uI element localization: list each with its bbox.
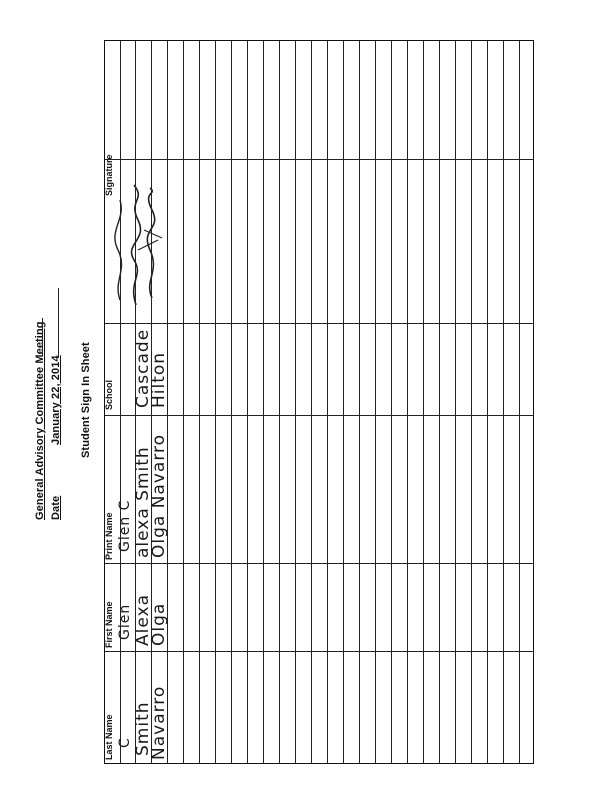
column-header-signature: Signature [104, 154, 114, 196]
row1-signature-scribble [115, 200, 122, 300]
row2-school: Cascade [133, 328, 153, 408]
sheet-title: Student Sign In Sheet [80, 342, 92, 458]
row-divider [391, 41, 392, 763]
row2-signature-scribble [132, 185, 141, 305]
row3-last-name: Navarro [149, 685, 169, 760]
row2-first-name: Alexa [133, 594, 153, 646]
row-divider [311, 41, 312, 763]
column-header-school: School [104, 379, 114, 410]
row-divider [359, 41, 360, 763]
row-divider [471, 41, 472, 763]
column-divider [105, 323, 533, 324]
row1-print-name: Glen C [117, 499, 133, 552]
signature-flourish [138, 230, 162, 250]
row-divider [519, 41, 520, 763]
row-divider [120, 41, 121, 763]
date-value: January 22, 2014 [50, 355, 62, 445]
row-divider [375, 41, 376, 763]
row-divider [199, 41, 200, 763]
row-divider [215, 41, 216, 763]
row3-school: Hilton [149, 351, 169, 408]
date-underline-blank [58, 288, 60, 358]
row-divider [343, 41, 344, 763]
row-divider [503, 41, 504, 763]
column-divider [105, 651, 533, 652]
row3-print-name: Olga Navarro [149, 433, 169, 558]
row-divider [295, 41, 296, 763]
row-divider [183, 41, 184, 763]
row-divider [263, 41, 264, 763]
row-divider [487, 41, 488, 763]
row-divider [247, 41, 248, 763]
date-label: Date [50, 495, 62, 520]
row3-first-name: Olga [149, 602, 169, 646]
column-divider [105, 159, 533, 160]
title-underline-blank [42, 318, 44, 356]
row-divider [279, 41, 280, 763]
column-divider [105, 415, 533, 416]
row-divider [439, 41, 440, 763]
column-divider [105, 563, 533, 564]
row2-print-name: alexa Smith [133, 446, 153, 558]
row2-last-name: Smith [133, 701, 153, 756]
column-header-print-name: Print Name [104, 512, 114, 560]
signature-scribbles [108, 180, 168, 310]
row1-last-name: C [117, 737, 133, 748]
meeting-title: General Advisory Committee Meeting [34, 321, 46, 520]
column-header-first-name: First Name [104, 601, 114, 648]
row-divider [231, 41, 232, 763]
row-divider [407, 41, 408, 763]
column-header-last-name: Last Name [104, 714, 114, 760]
row-divider [327, 41, 328, 763]
row-divider [423, 41, 424, 763]
row-divider [455, 41, 456, 763]
row1-first-name: Glen [117, 603, 133, 640]
